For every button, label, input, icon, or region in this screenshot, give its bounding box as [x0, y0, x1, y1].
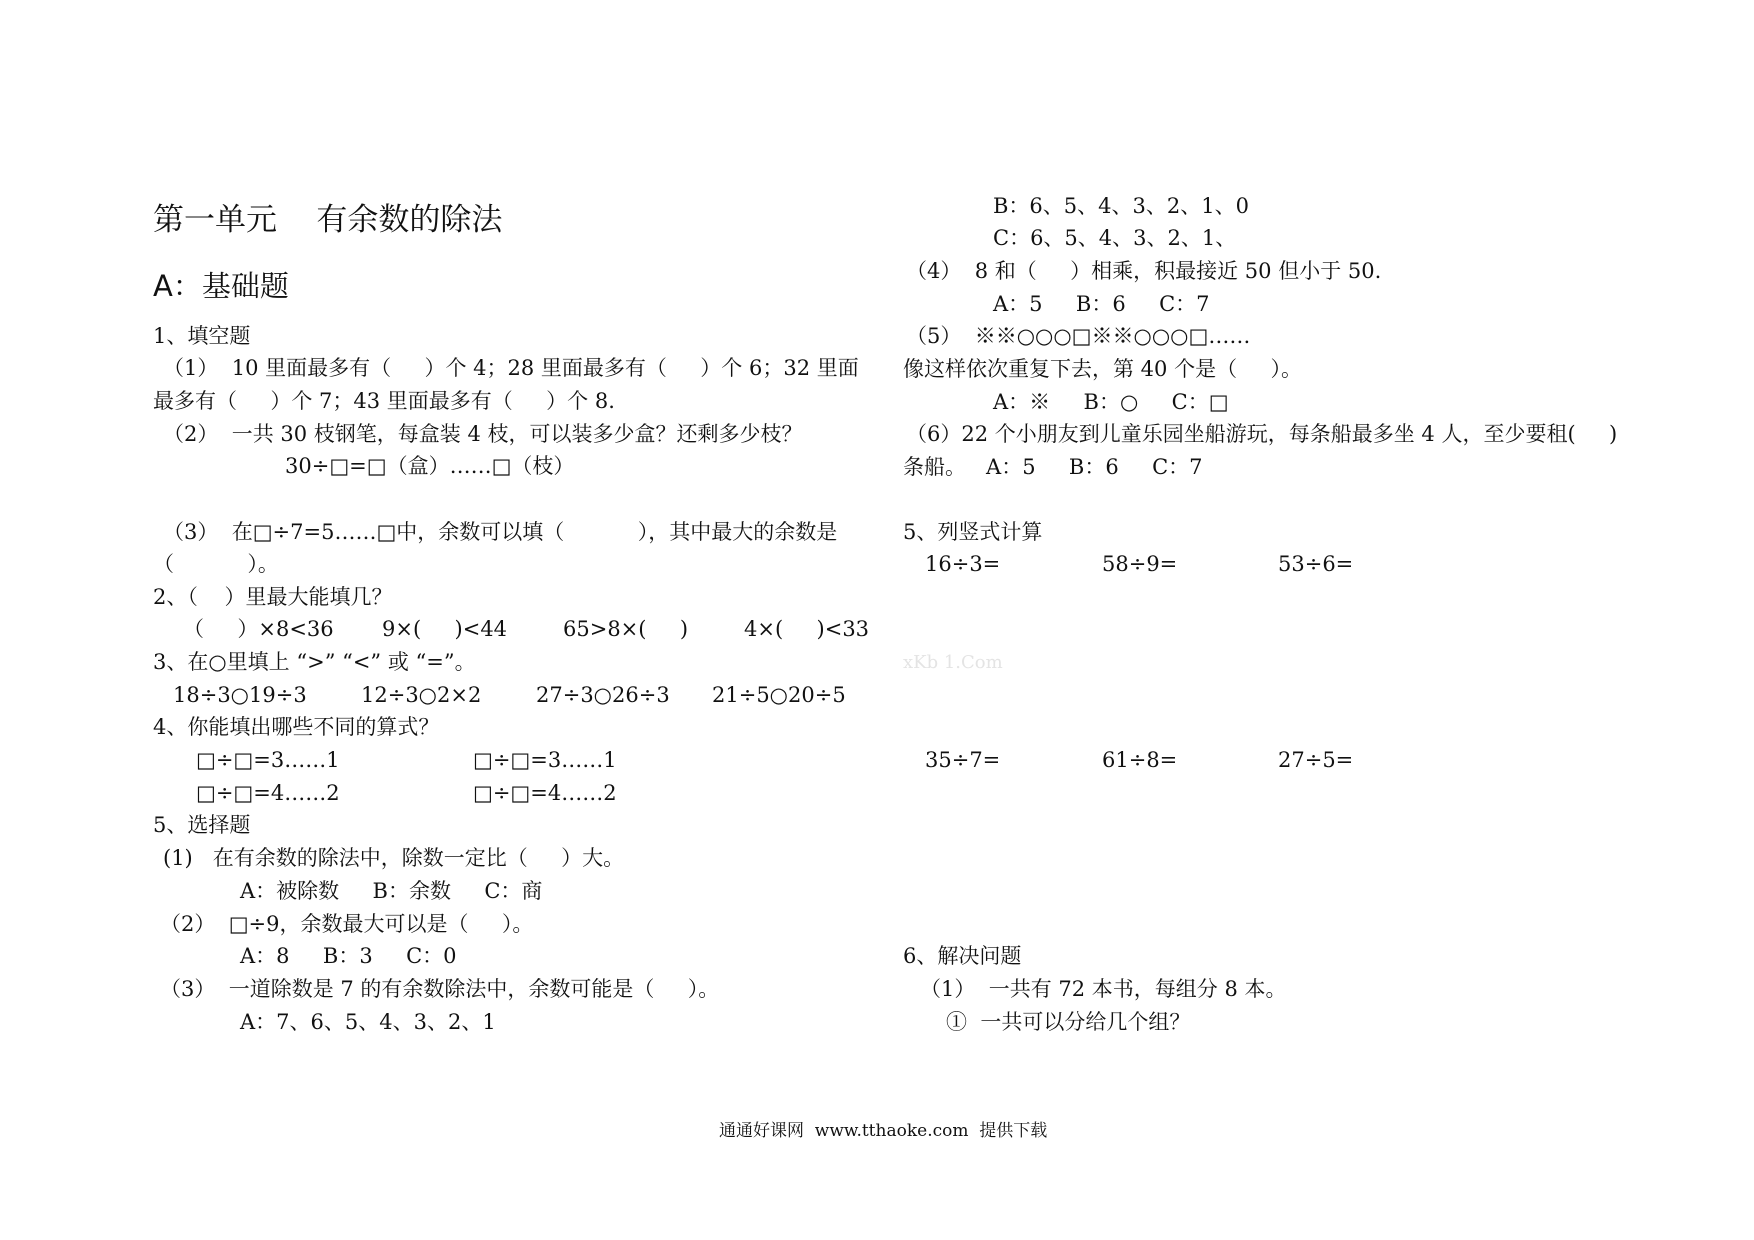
- q5-6-line1: （6）22 个小朋友到儿童乐园坐船游玩，每条船最多坐 4 人，至少要租( ): [906, 422, 1618, 446]
- q5-3-option-a: A：7、6、5、4、3、2、1: [240, 1010, 496, 1034]
- q1-heading: 1、填空题: [153, 324, 251, 348]
- q2-item: 65>8×( ): [563, 617, 689, 641]
- q1-1-line2: 最多有（ ）个 7；43 里面最多有（ ）个 8.: [153, 389, 615, 413]
- q1-2-equation: 30÷□=□（盒）……□（枝）: [285, 454, 575, 478]
- calc-item: 58÷9=: [1102, 552, 1178, 576]
- q2-heading: 2、（ ）里最大能填几？: [153, 585, 393, 609]
- q3-item: 21÷5○20÷5: [712, 683, 846, 707]
- calc-item: 53÷6=: [1278, 552, 1354, 576]
- q3-item: 12÷3○2×2: [361, 683, 482, 707]
- q6-heading: 6、解决问题: [903, 944, 1022, 968]
- footer-credit: 通通好课网 www.tthaoke.com 提供下载: [719, 1121, 1048, 1141]
- q1-2: （2） 一共 30 枝钢笔，每盒装 4 枝，可以装多少盒？还剩多少枝？: [163, 422, 803, 446]
- page-title: 第一单元 有余数的除法: [153, 202, 503, 238]
- q5-5-line2: 像这样依次重复下去，第 40 个是（ ）。: [903, 357, 1302, 381]
- q5-3-option-b: B：6、5、4、3、2、1、0: [993, 194, 1249, 218]
- q5-3: （3） 一道除数是 7 的有余数除法中，余数可能是（ ）。: [160, 977, 720, 1001]
- q2-item: （ ）×8<36: [183, 617, 334, 641]
- q5-2-options: A：8 B：3 C：0: [240, 944, 457, 968]
- q1-3-line1: （3） 在□÷7=5……□中，余数可以填（ ），其中最大的余数是: [163, 520, 838, 544]
- q5-4-options: A：5 B：6 C：7: [993, 292, 1210, 316]
- q5-2: （2） □÷9，余数最大可以是（ ）。: [160, 912, 534, 936]
- q6-1: （1） 一共有 72 本书，每组分 8 本。: [920, 977, 1287, 1001]
- q3-item: 18÷3○19÷3: [173, 683, 307, 707]
- watermark: xKb 1.Com: [903, 652, 1003, 673]
- q2-item: 9×( )<44: [382, 617, 508, 641]
- q4-item: □÷□=4……2: [473, 781, 617, 805]
- q2-item: 4×( )<33: [744, 617, 870, 641]
- q1-3-line2: （ ）。: [153, 552, 279, 576]
- q4-heading: 4、你能填出哪些不同的算式？: [153, 715, 440, 739]
- calc-item: 16÷3=: [925, 552, 1001, 576]
- q5-1: (1) 在有余数的除法中，除数一定比（ ）大。: [163, 846, 625, 870]
- section-a-heading: A：基础题: [153, 269, 289, 303]
- q5-5-options: A：※ B：○ C：□: [993, 390, 1229, 414]
- calc-item: 61÷8=: [1102, 748, 1178, 772]
- q4-item: □÷□=4……2: [196, 781, 340, 805]
- q1-1-line1: （1） 10 里面最多有（ ）个 4；28 里面最多有（ ）个 6；32 里面: [163, 356, 859, 380]
- calc-item: 27÷5=: [1278, 748, 1354, 772]
- q3-item: 27÷3○26÷3: [536, 683, 670, 707]
- q5-heading: 5、选择题: [153, 813, 251, 837]
- q5-4: （4） 8 和（ ）相乘，积最接近 50 但小于 50.: [906, 259, 1382, 283]
- q4-item: □÷□=3……1: [473, 748, 617, 772]
- q4-item: □÷□=3……1: [196, 748, 340, 772]
- q6-1-sub: ① 一共可以分给几个组？: [946, 1010, 1191, 1034]
- q5-1-options: A：被除数 B：余数 C：商: [240, 879, 543, 903]
- q3-heading: 3、在○里填上 “>” “<” 或 “=”。: [153, 650, 476, 674]
- q5-5: （5） ※※○○○□※※○○○□……: [906, 324, 1251, 348]
- q5-6-line2: 条船。 A：5 B：6 C：7: [903, 455, 1203, 479]
- calc-item: 35÷7=: [925, 748, 1001, 772]
- q5-3-option-c: C：6、5、4、3、2、1、: [993, 226, 1237, 250]
- calc-heading: 5、列竖式计算: [903, 520, 1043, 544]
